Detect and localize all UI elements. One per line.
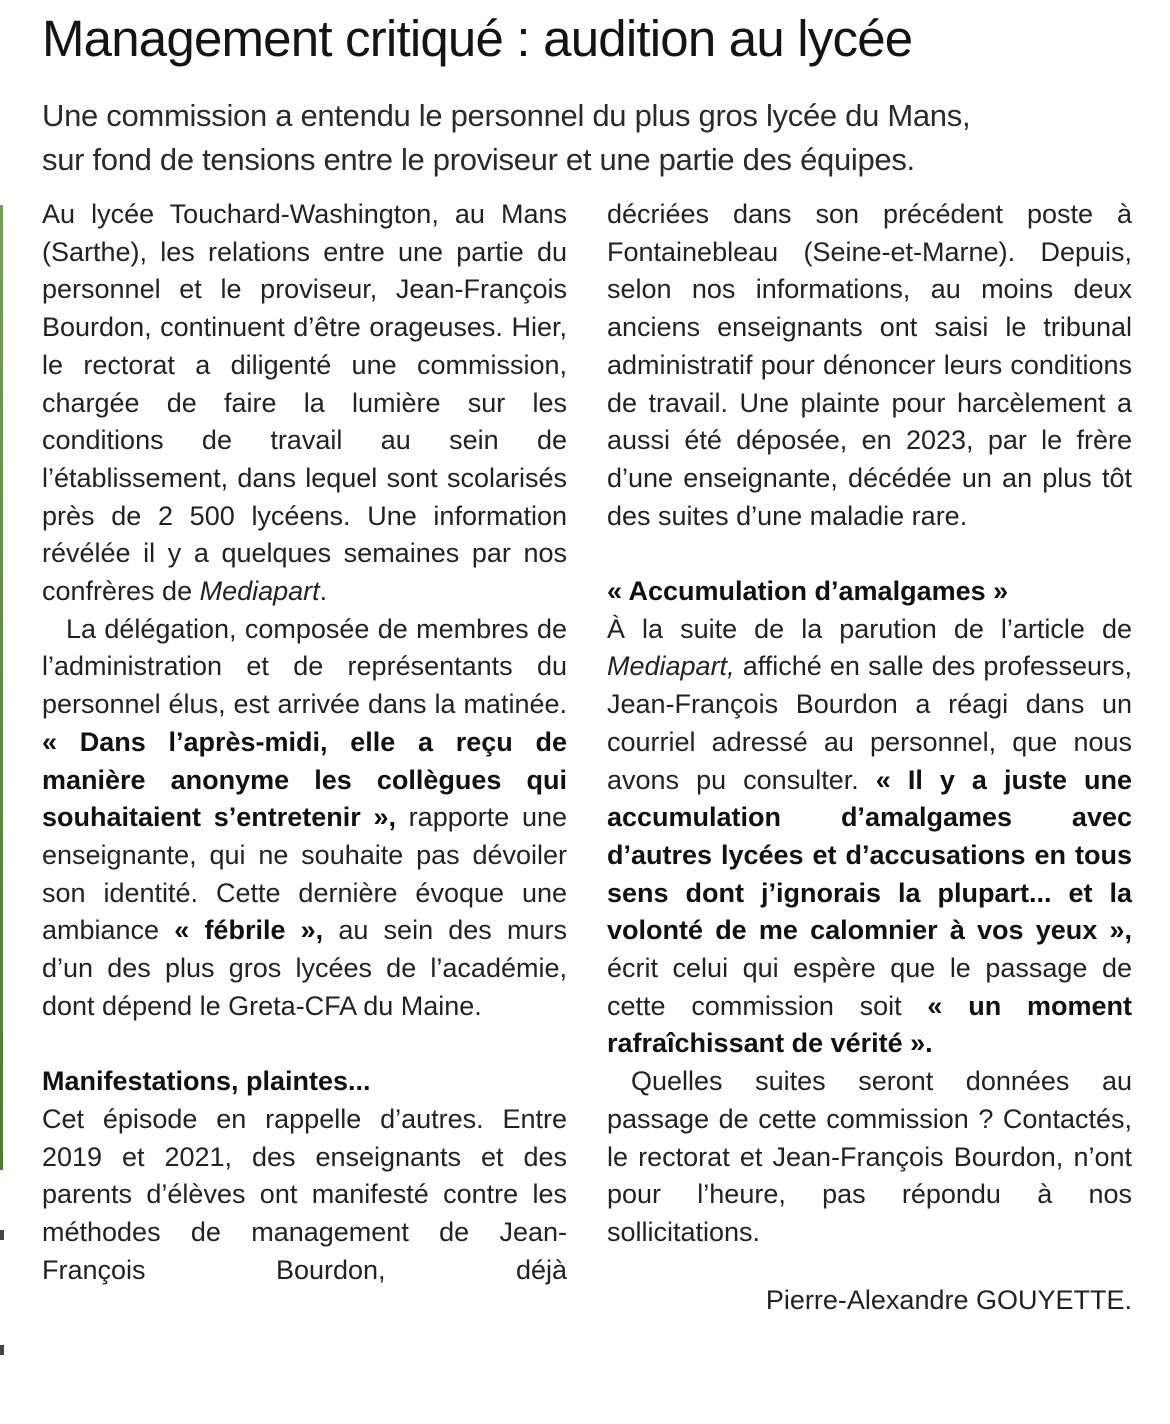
article-title: Management critiqué : audition au lycée (42, 10, 913, 67)
spacer (42, 1025, 567, 1063)
quote: « fébrile », (174, 915, 324, 946)
paragraph-followup: Quelles suites seront données au passage de cette commission ? Contactés, le rectorat et Jean-François Bourdon, n’ont pour l’heure, pas répondu à nos sollicitations. (607, 1066, 1132, 1247)
page-edge-mark (0, 1345, 4, 1355)
text: À la suite de la parution de l’article de (607, 613, 1132, 644)
lede-line: Une commission a entendu le personnel du plus gros lycée du Mans, (42, 98, 971, 133)
quote: « Dans l’après-midi, elle a reçu de manière anonyme les collègues qui souhaitaient s’entretenir », (42, 726, 567, 833)
paragraph-delegation: La délégation, composée de membres de l’administration et de représentants du personnel élus, est arrivée dans la matinée. « Dans l’après-midi, elle a reçu de manière anonyme les collègues qui souhaitaient s’entretenir », rapporte une enseignante, qui ne souhaite pas dévoiler son identité. Cette dernière évoque une ambiance « fébrile », au sein des murs d’un des plus gros lycées de l’académie, dont dépend le Greta-CFA du Maine. (42, 613, 567, 1021)
text: écrit celui qui espère que le passage de cette commission soit (607, 953, 1132, 1021)
subheading-amalgames: « Accumulation d’amalgames » (607, 576, 1009, 607)
paragraph-history: Cet épisode en rappelle d’autres. Entre 2019 et 2021, des enseignants et des parents d’élèves ont manifesté contre les méthodes de management de Jean-François Bourdon, déjà (42, 1103, 567, 1285)
paragraph-reaction (607, 611, 1132, 1063)
page-edge-strip (0, 205, 3, 1170)
spacer (607, 535, 1132, 573)
lede-line: sur fond de tensions entre le proviseur et une partie des équipes. (42, 142, 915, 177)
byline: Pierre-Alexandre GOUYETTE. (765, 1284, 1132, 1315)
article-column-left (42, 196, 567, 1289)
paragraph-intro: Au lycée Touchard-Washington, au Mans (Sarthe), les relations entre une partie du personnel et le proviseur, Jean-François Bourdon, continuent d’être orageuses. Hier, le rectorat a diligenté une commission, chargée de faire la lumière sur les conditions de travail au sein de l’établissement, dans lequel sont scolarisés près de 2 500 lycéens. Une information révélée il y a quelques semaines par nos confrères de Mediapart. (42, 199, 567, 607)
source-name: Mediapart, (607, 651, 735, 682)
text: affiché en salle des professeurs, Jean-François Bourdon a réagi dans un courriel adressé au personnel, que nous avons pu consulter. (607, 651, 1132, 795)
article-column-right (607, 196, 1132, 1319)
page-edge-mark (0, 1230, 4, 1240)
article-lede (42, 94, 1142, 182)
paragraph-history-continued: décriées dans son précédent poste à Fontainebleau (Seine-et-Marne). Depuis, selon nos informations, au moins deux anciens enseignants ont saisi le tribunal administratif pour dénoncer leurs conditions de travail. Une plainte pour harcèlement a aussi été déposée, en 2023, par le frère d’une enseignante, décédée un an plus tôt des suites d’une maladie rare. (607, 199, 1132, 531)
quote: « Il y a juste une accumulation d’amalgames avec d’autres lycées et d’accusations en tous sens dont j’ignorais la plupart... et la volonté de me calomnier à vos yeux », (607, 764, 1133, 946)
source-name: Mediapart (199, 576, 320, 607)
subheading-manifestations: Manifestations, plaintes... (42, 1066, 371, 1097)
quote: « un moment rafraîchissant de vérité ». (607, 990, 1132, 1059)
